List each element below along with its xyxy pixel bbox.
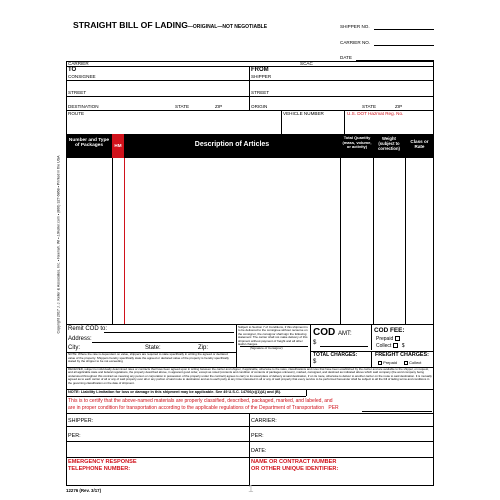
consignee-label: CONSIGNEE — [68, 74, 96, 79]
remit-cod-field[interactable] — [104, 332, 234, 333]
certify-bottom — [66, 413, 434, 414]
cod-fee-label: COD FEE: — [374, 327, 405, 334]
form-title-sub: —ORIGINAL—NOT NEGOTIABLE — [187, 24, 268, 30]
freight-collect-label: Collect — [409, 360, 422, 365]
cod-fee-divider — [371, 324, 372, 350]
sign-row-1-bottom — [66, 426, 434, 427]
emergency-divider — [249, 457, 250, 486]
copyright-side-text: Copyright 2017 J. J. Keller & Associates, Inc. • Neenah, WI • JJKeller.com • (800) 327-6868 • Printed in the USA — [56, 155, 61, 334]
sign-row-3-bottom — [66, 457, 434, 458]
route-divider-2 — [344, 110, 345, 134]
certify-line-2-text: are in proper condition for transportation according to the applicable regulations of the Department of Transportation — [68, 405, 324, 411]
origin-label: ORIGIN — [251, 104, 268, 109]
total-charges-label: TOTAL CHARGES: — [313, 352, 358, 358]
articles-body[interactable] — [66, 158, 434, 324]
cod-divider — [310, 324, 311, 367]
cod-word: COD — [313, 327, 336, 338]
contract-line-2: OR OTHER UNIQUE IDENTIFIER: — [251, 466, 339, 472]
sign-per-right-label: PER: — [251, 433, 264, 439]
section7-text: Subject to Section 7 of Conditions, if this shipment is to be delivered to the consignee without recourse on the consignor, the consignor shall sign the following statement: The carrier shall not make delivery of this shipment without payment of freight and all other lawful charges. — [238, 325, 308, 347]
cod-amt-word: AMT: — [338, 331, 352, 337]
total-dollar: $ — [313, 359, 317, 365]
liability-divider — [306, 389, 307, 396]
from-street-field[interactable] — [249, 96, 434, 97]
to-state-label: STATE — [175, 104, 190, 109]
cod-prepaid-option[interactable] — [376, 336, 400, 342]
destination-label: DESTINATION — [68, 104, 99, 109]
freight-divider — [371, 351, 372, 367]
col-description-header: Description of Articles — [194, 141, 270, 148]
carrier-row-divider — [66, 66, 434, 67]
sign-carrier-label: CARRIER: — [251, 418, 277, 424]
sign-divider — [249, 413, 250, 457]
emergency-line-1: EMERGENCY RESPONSE — [68, 459, 137, 465]
shipper-no-field[interactable] — [374, 29, 434, 30]
sign-date-label: DATE: — [251, 448, 267, 454]
to-street-label: STREET — [68, 90, 87, 95]
from-heading: FROM — [251, 67, 269, 73]
to-from-divider — [249, 66, 250, 110]
date-label: DATE — [340, 55, 352, 60]
emergency-line-2: TELEPHONE NUMBER: — [68, 466, 131, 472]
from-zip-label: ZIP — [395, 104, 403, 109]
shipper-no-label: SHIPPER NO. — [340, 24, 370, 29]
liability-bottom — [66, 396, 306, 397]
to-heading: TO — [68, 67, 77, 73]
carrier-no-label: CARRIER NO. — [340, 40, 371, 45]
remit-cod-label: Remit COD to: — [68, 326, 108, 332]
address-field[interactable] — [92, 342, 234, 343]
city-label: City: — [68, 345, 80, 351]
cod-dollar: $ — [313, 340, 317, 346]
liability-note: NOTE: Liability Limitation for loss or damage in this shipment may be applicable. See 49 U.S.C. 14706(c)(1)(A) and (B). — [68, 390, 282, 394]
certify-per-label: PER — [328, 405, 339, 411]
contract-line-1: NAME OR CONTRACT NUMBER — [251, 459, 337, 465]
cod-prepaid-label: Prepaid — [376, 336, 394, 342]
certify-line-2 — [68, 405, 339, 411]
cod-collect-checkbox[interactable] — [393, 343, 398, 348]
certify-line-1: This is to certify that the above-named materials are properly classified, described, packaged, marked, and labeled, and — [68, 398, 333, 404]
from-street-label: STREET — [251, 90, 270, 95]
to-street-field[interactable] — [66, 96, 249, 97]
received-text: RECEIVED, subject to individually determined rates or contracts that have been agreed upon in writing between the carrier and shipper, if applicable, otherwise to the rates, classifications and rules that have been established by the carrier and are available to the shipper, on request, and all applicable state and federal regulations, the property described above, in apparent good order, except as noted (contents and condition of contents of packages unknown), marked, consigned, and destined as indicated above which said company (the word company being understood throughout this contract as meaning any person or corporation in possession of the property under the contract) agrees to carry to its usual place of delivery at said destination, if on its route, otherwise to deliver to another carrier on the route to said destination. It is mutually agreed as to each carrier of all or any of said property over all or any portion of said route to destination and as to each party at any time interested in all or any of said property that every service to be performed hereunder shall be subject to all the bill of lading terms and conditions in the governing classification on the date of shipment. — [68, 368, 432, 385]
freight-charges-label: FREIGHT CHARGES: — [375, 352, 429, 358]
carrier-no-field[interactable] — [374, 45, 434, 46]
form-title — [73, 20, 267, 32]
freight-prepaid-label: Prepaid — [383, 360, 397, 365]
hazmat-reg-label: U.S. DOT Hazmat Reg. No. — [347, 111, 404, 116]
col-class-header: Class or Rate — [410, 139, 429, 150]
from-state-label: STATE — [362, 104, 377, 109]
sign-row-2-bottom — [66, 441, 434, 442]
remit-state-label: State: — [145, 345, 161, 351]
freight-prepaid-checkbox[interactable] — [378, 361, 382, 365]
form-number: 12276 (Rev. 3/17) — [66, 488, 102, 493]
copy-number: 1 — [248, 484, 254, 495]
cod-collect-option[interactable] — [376, 343, 404, 349]
scac-label: SCAC — [300, 61, 313, 66]
cod-label — [313, 327, 352, 340]
form-title-main: STRAIGHT BILL OF LADING — [73, 20, 188, 30]
shipper-label: SHIPPER — [251, 74, 272, 79]
vehicle-number-label: VEHICLE NUMBER — [283, 111, 324, 116]
freight-options — [378, 360, 421, 365]
to-zip-label: ZIP — [215, 104, 223, 109]
col-packages-header: Number and Type of Packages — [68, 138, 110, 149]
col-hm-header: HM — [114, 143, 122, 148]
shipper-field[interactable] — [249, 80, 434, 81]
address-label: Address: — [68, 336, 92, 342]
cod-prepaid-checkbox[interactable] — [395, 336, 400, 341]
sign-shipper-label: SHIPPER: — [68, 418, 94, 424]
cod-amount-field[interactable] — [320, 346, 368, 347]
sign-per-left-label: PER: — [68, 433, 81, 439]
cod-fee-dollar: $ — [401, 343, 405, 349]
carrier-label: CARRIER — [68, 61, 89, 66]
consignee-field[interactable] — [66, 80, 249, 81]
note-value-text: NOTE: Where the rate is dependent on value, shippers are required to state specifically in writing the agreed or declared value of the property. Shippers hereby specifically state the agreed or declared value of the property is hereby specifically stated by the shipper to be not exceeding — [68, 352, 229, 363]
consignor-signature-label: (Signature of Consignor) — [250, 346, 283, 350]
remit-zip-label: Zip: — [198, 345, 209, 351]
col-quantity-header: Total Quantity (mass, volume, or activity) — [342, 135, 372, 150]
freight-collect-checkbox[interactable] — [404, 361, 408, 365]
cod-collect-label: Collect — [376, 343, 392, 349]
remit-divider — [236, 324, 237, 367]
certify-per-field[interactable] — [362, 411, 432, 412]
col-weight-header: Weight (subject to correction) — [378, 136, 400, 151]
route-divider-1 — [281, 110, 282, 134]
route-label: ROUTE — [68, 111, 85, 116]
